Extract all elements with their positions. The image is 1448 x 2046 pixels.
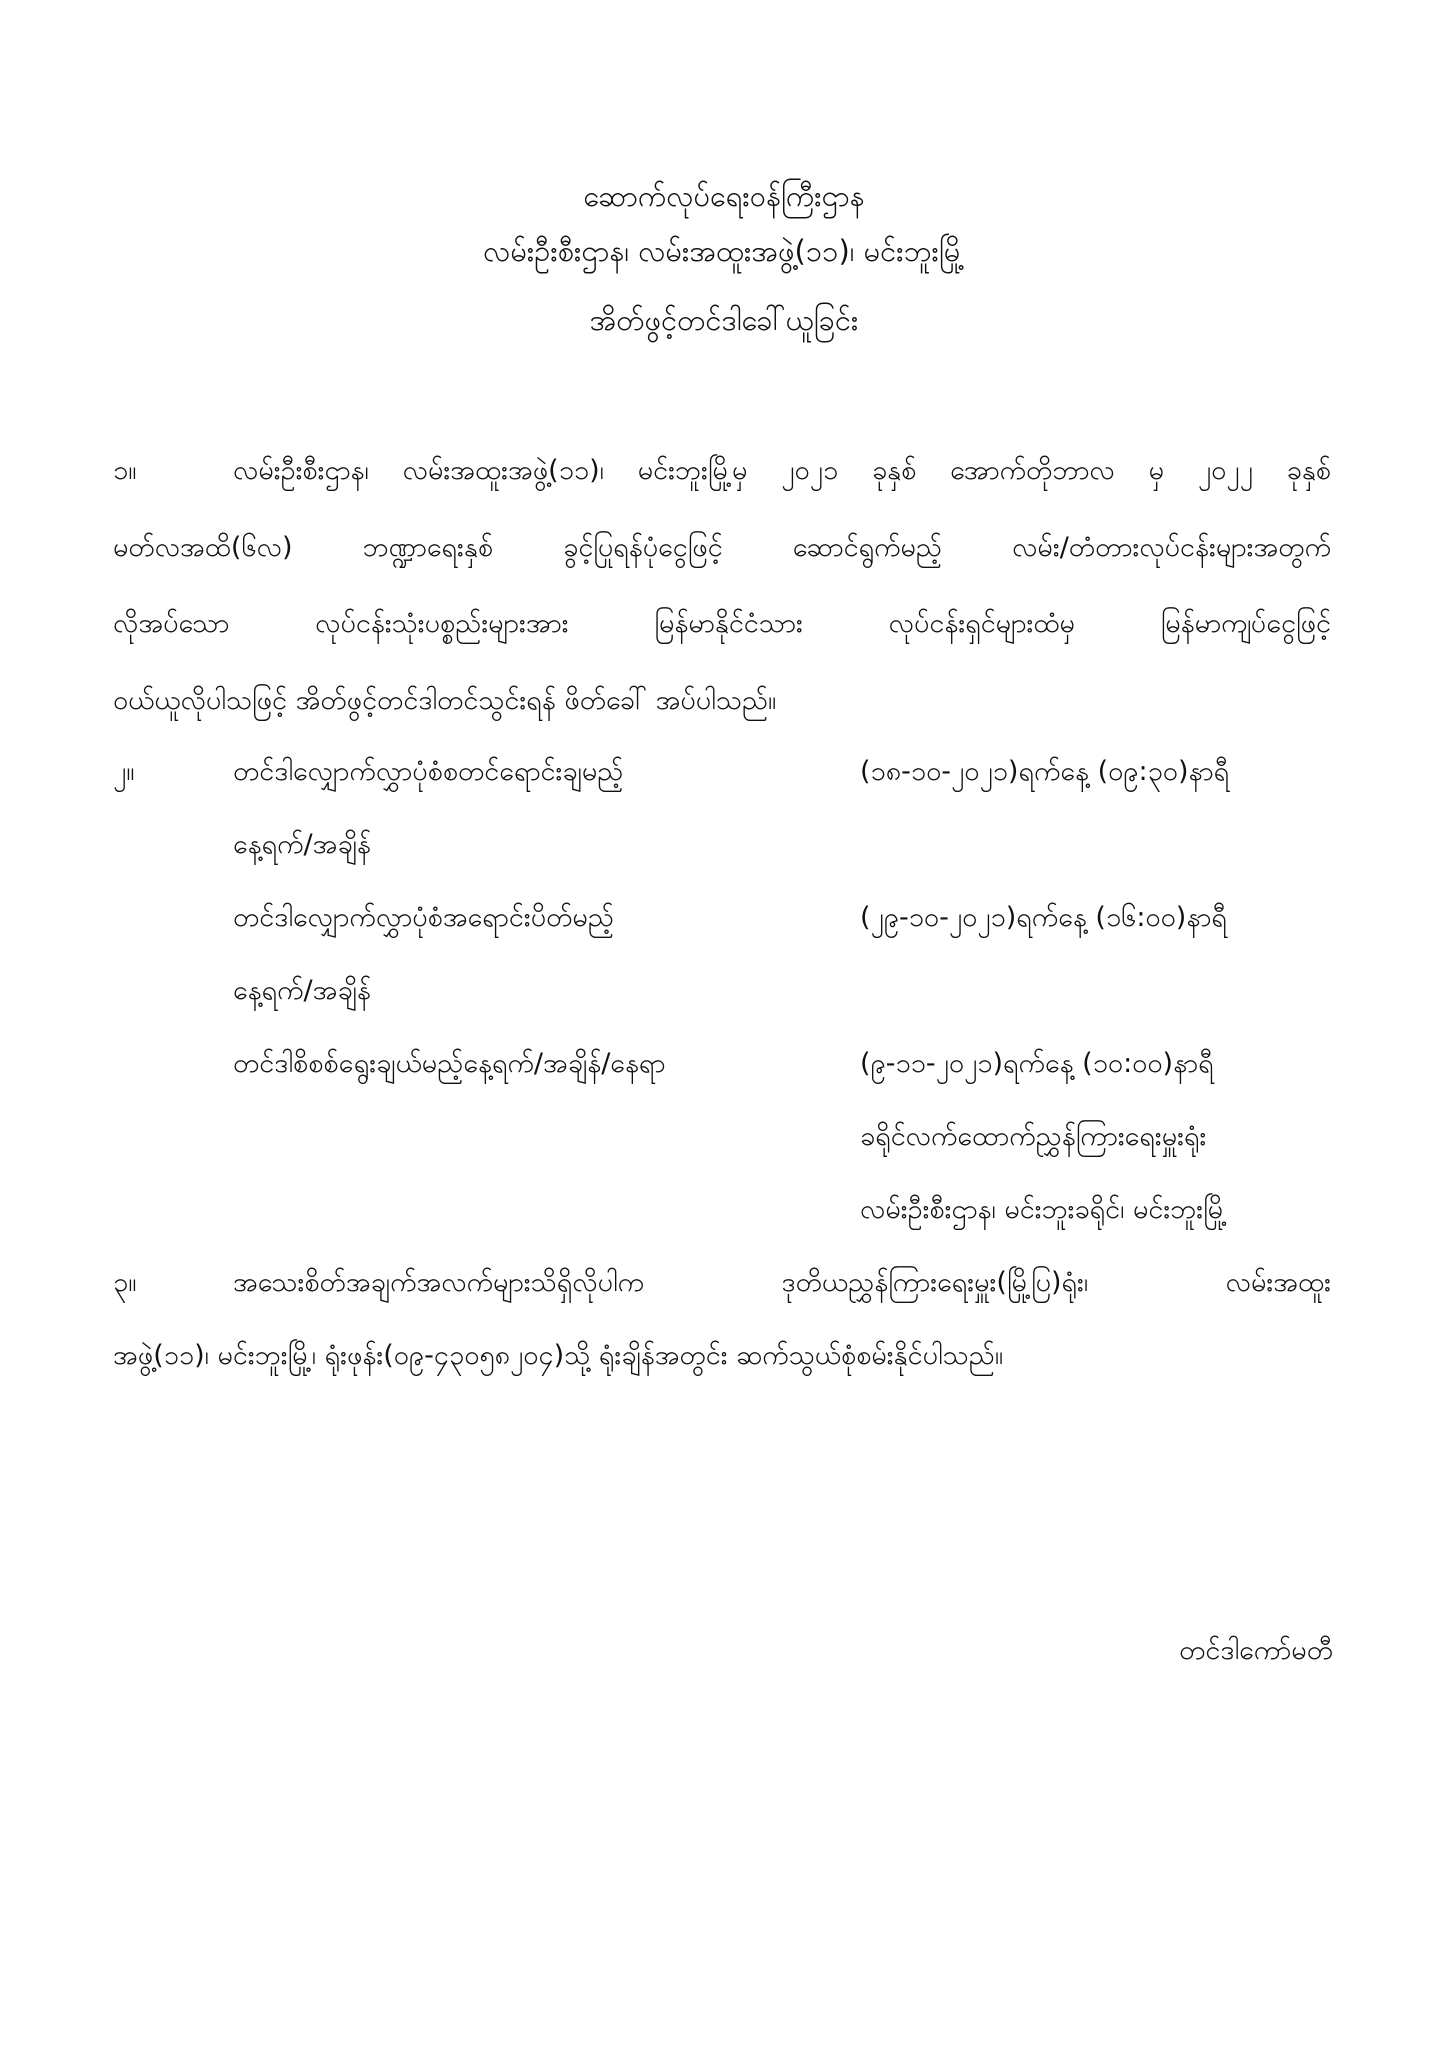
sale-start-label-continued: နေ့ရက်/အချိန်	[233, 829, 371, 860]
paragraph-3-line-2: အဖွဲ့(၁၁)၊ မင်းဘူးမြို့၊ ရုံးဖုန်း(၀၉-၄၃၀၅၈၂၀၄)သို့ ရုံးချိန်အတွင်း ဆက်သွယ်စုံစမ်းနိုင်ပါသည်။	[113, 1340, 1004, 1371]
sale-close-label-continued: နေ့ရက်/အချိန်	[233, 975, 371, 1006]
sale-start-value: (၁၈-၁၀-၂၀၂၁)ရက်နေ့ (၀၉:၃၀)နာရီ	[860, 756, 1230, 787]
notice-title: အိတ်ဖွင့်တင်ဒါခေါ်ယူခြင်း	[589, 303, 859, 337]
paragraph-3-number: ၃။	[113, 1267, 137, 1298]
paragraph-1-line-3: လိုအပ်သော လုပ်ငန်းသုံးပစ္စည်းများအား မြန်မာနိုင်ငံသား လုပ်ငန်းရှင်များထံမှ မြန်မာကျပ်ငွေဖြင့်	[113, 608, 1331, 639]
ministry-heading: ဆောက်လုပ်ရေးဝန်ကြီးဌာန	[583, 179, 865, 213]
sale-start-label: တင်ဒါလျှောက်လွှာပုံစံစတင်ရောင်းချမည့်	[233, 756, 624, 787]
paragraph-1-line-4: ဝယ်ယူလိုပါသဖြင့် အိတ်ဖွင့်တင်ဒါတင်သွင်းရန် ဖိတ်ခေါ် အပ်ပါသည်။	[113, 685, 777, 716]
paragraph-2-number: ၂။	[113, 756, 135, 787]
evaluation-label: တင်ဒါစိစစ်ရွေးချယ်မည့်နေ့ရက်/အချိန်/နေရာ	[233, 1048, 666, 1079]
signature-committee: တင်ဒါကော်မတီ	[1179, 1635, 1333, 1666]
sale-close-label: တင်ဒါလျှောက်လွှာပုံစံအရောင်းပိတ်မည့်	[233, 902, 614, 933]
department-heading: လမ်းဦးစီးဌာန၊ လမ်းအထူးအဖွဲ့(၁၁)၊ မင်းဘူးမြို့	[483, 234, 965, 268]
evaluation-office-value: ခရိုင်လက်ထောက်ညွှန်ကြားရေးမှူးရုံး	[860, 1121, 1207, 1152]
paragraph-1-number: ၁။	[113, 455, 137, 486]
paragraph-1-line-2: မတ်လအထိ(၆လ) ဘဏ္ဍာရေးနှစ် ခွင့်ပြုရန်ပုံငွေဖြင့် ဆောင်ရွက်မည့် လမ်း/တံတားလုပ်ငန်းများအတွက်	[113, 532, 1331, 563]
paragraph-3-line-1: အသေးစိတ်အချက်အလက်များသိရှိလိုပါက ဒုတိယညွှန်ကြားရေးမှူး(မြို့ပြ)ရုံး၊ လမ်းအထူး	[233, 1267, 1331, 1298]
paragraph-1-line-1: လမ်းဦးစီးဌာန၊ လမ်းအထူးအဖွဲ့(၁၁)၊ မင်းဘူးမြို့မှ ၂၀၂၁ ခုနှစ် အောက်တိုဘာလ မှ ၂၀၂၂ ခုနှစ်	[233, 455, 1331, 486]
sale-close-value: (၂၉-၁၀-၂၀၂၁)ရက်နေ့ (၁၆:၀၀)နာရီ	[860, 902, 1227, 933]
evaluation-date-value: (၉-၁၁-၂၀၂၁)ရက်နေ့ (၁၀:၀၀)နာရီ	[860, 1048, 1214, 1079]
evaluation-location-value: လမ်းဦးစီးဌာန၊ မင်းဘူးခရိုင်၊ မင်းဘူးမြို့	[860, 1194, 1228, 1225]
